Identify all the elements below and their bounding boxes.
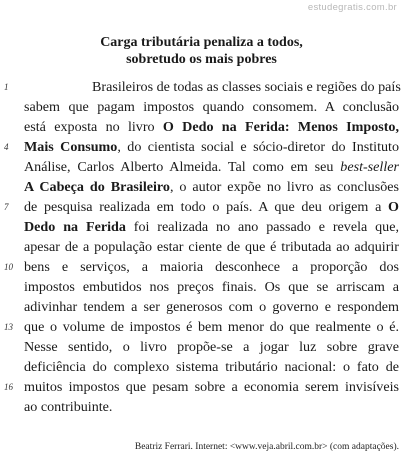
book-title: A Cabeça do Brasileiro bbox=[24, 179, 170, 195]
line-text: ao contribuinte. bbox=[24, 399, 113, 415]
title-line-1: Carga tributária penaliza a todos, bbox=[100, 35, 303, 50]
line-text: deficiência do complexo sistema tributário nacional: o fato de bbox=[24, 359, 399, 375]
line-text bbox=[24, 117, 399, 137]
line-text: Brasileiros de todas as classes sociais e regiões do país bbox=[92, 79, 401, 95]
line-text: bens e serviços, a maioria desconhece a proporção dos bbox=[24, 259, 399, 275]
line-text: que o volume de impostos é bem menor do que realmente o é. bbox=[24, 319, 399, 335]
line-number: 7 bbox=[4, 202, 9, 212]
text-line-2 bbox=[0, 97, 403, 117]
text-line-16 bbox=[0, 377, 403, 397]
line-number: 4 bbox=[4, 142, 9, 152]
line-number: 16 bbox=[4, 382, 13, 392]
title-line-2: sobretudo os mais pobres bbox=[126, 52, 277, 67]
line-number: 13 bbox=[4, 322, 13, 332]
line-text bbox=[24, 137, 399, 157]
italic-term: best-seller bbox=[340, 159, 399, 175]
text-line-7 bbox=[0, 197, 403, 217]
line-text: muitos impostos que pesam sobre a economia serem invisíveis bbox=[24, 379, 399, 395]
line-number: 1 bbox=[4, 82, 9, 92]
line-text: apesar de a população estar ciente de que é tributada ao adquirir bbox=[24, 239, 399, 255]
text-segment: , o autor expõe no livro as conclusões bbox=[169, 179, 400, 195]
text-line-3 bbox=[0, 117, 403, 137]
site-watermark: estudegratis.com.br bbox=[307, 2, 397, 13]
book-title: Dedo na Ferida bbox=[24, 219, 126, 235]
line-text bbox=[24, 177, 399, 197]
text-segment: , do cientista social e sócio-diretor do Instituto bbox=[117, 139, 399, 155]
text-line-17 bbox=[0, 397, 403, 417]
text-line-9 bbox=[0, 237, 403, 257]
text-line-11 bbox=[0, 277, 403, 297]
book-title: Mais Consumo bbox=[24, 139, 118, 155]
line-text bbox=[24, 197, 399, 217]
line-text: sabem que pagam impostos quando consomem. A conclusão bbox=[24, 99, 399, 115]
line-text bbox=[24, 157, 399, 177]
book-title: O Dedo na Ferida: Menos Imposto, bbox=[162, 119, 399, 135]
text-line-15 bbox=[0, 357, 403, 377]
text-segment: está exposta no livro bbox=[24, 119, 163, 135]
text-line-1 bbox=[0, 77, 403, 97]
article-title bbox=[0, 34, 403, 68]
line-text bbox=[24, 217, 399, 237]
line-number: 10 bbox=[4, 262, 13, 272]
text-line-5 bbox=[0, 157, 403, 177]
text-line-4 bbox=[0, 137, 403, 157]
text-segment: de pesquisa realizada em todo o país. A que deu origem a bbox=[24, 199, 389, 215]
line-text: adivinhar tendem a ser generosos com o governo e respondem bbox=[24, 299, 399, 315]
text-line-8 bbox=[0, 217, 403, 237]
text-line-13 bbox=[0, 317, 403, 337]
text-segment: Análise, Carlos Alberto Almeida. Tal como em seu bbox=[24, 159, 341, 175]
book-title: O bbox=[388, 199, 399, 215]
text-line-14 bbox=[0, 337, 403, 357]
source-citation: Beatriz Ferrari. Internet: <www.veja.abril.com.br> (com adaptações). bbox=[134, 442, 399, 452]
line-text: impostos embutidos nos preços finais. Os que se arriscam a bbox=[24, 279, 399, 295]
text-line-12 bbox=[0, 297, 403, 317]
text-line-6 bbox=[0, 177, 403, 197]
text-line-10 bbox=[0, 257, 403, 277]
text-segment: foi realizada no ano passado e revela que, bbox=[125, 219, 399, 235]
line-text: Nesse sentido, o livro propõe-se a jogar luz sobre grave bbox=[24, 339, 399, 355]
